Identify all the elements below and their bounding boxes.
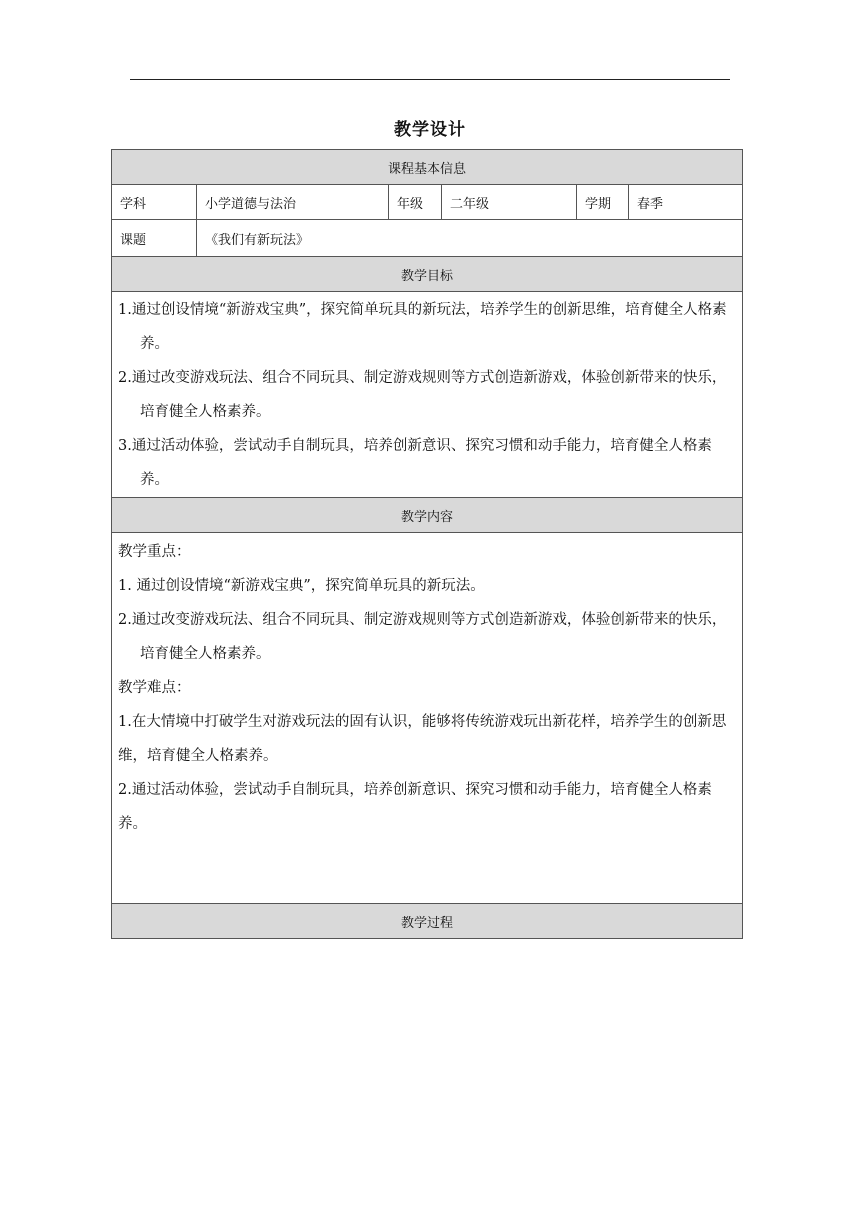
key-point-item: 1. 通过创设情境“新游戏宝典”，探究简单玩具的新玩法。 (118, 578, 485, 594)
topic-row (112, 220, 743, 257)
objectives-body (112, 292, 743, 498)
content-body (112, 533, 743, 904)
process-heading: 教学过程 (112, 904, 743, 939)
difficult-point-item: 2.通过活动体验，尝试动手自制玩具，培养创新意识、探究习惯和动手能力，培育健全人格素养。 (118, 782, 712, 832)
topic-value: 《我们有新玩法》 (197, 220, 743, 257)
objective-item: 1.通过创设情境“新游戏宝典”，探究简单玩具的新玩法，培养学生的创新思维，培育健全人格素养。 (118, 302, 727, 352)
process-header-row (112, 904, 743, 939)
subject-label: 学科 (112, 185, 197, 220)
subject-row (112, 185, 743, 220)
content-header-row (112, 498, 743, 533)
objective-item: 2.通过改变游戏玩法、组合不同玩具、制定游戏规则等方式创造新游戏，体验创新带来的快乐，培育健全人格素养。 (118, 370, 727, 420)
subject-value: 小学道德与法治 (197, 185, 389, 220)
basic-info-heading: 课程基本信息 (112, 150, 743, 185)
content-row (112, 533, 743, 904)
grade-value: 二年级 (442, 185, 577, 220)
term-value: 春季 (629, 185, 743, 220)
difficult-point-item: 1.在大情境中打破学生对游戏玩法的固有认识，能够将传统游戏玩出新花样，培养学生的创新思维，培育健全人格素养。 (118, 714, 727, 764)
key-points-label: 教学重点： (118, 544, 191, 560)
objective-item: 3.通过活动体验，尝试动手自制玩具，培养创新意识、探究习惯和动手能力，培育健全人格素养。 (118, 438, 712, 488)
objectives-header-row (112, 257, 743, 292)
term-label: 学期 (577, 185, 629, 220)
objectives-row (112, 292, 743, 498)
topic-label: 课题 (112, 220, 197, 257)
content-heading: 教学内容 (112, 498, 743, 533)
difficult-points-label: 教学难点： (118, 680, 191, 696)
grade-label: 年级 (389, 185, 442, 220)
lesson-plan-table (111, 149, 743, 939)
document-title: 教学设计 (394, 120, 466, 140)
basic-info-header-row (112, 150, 743, 185)
header-rule (130, 79, 730, 80)
objectives-heading: 教学目标 (112, 257, 743, 292)
key-point-item: 2.通过改变游戏玩法、组合不同玩具、制定游戏规则等方式创造新游戏，体验创新带来的快乐，培育健全人格素养。 (118, 612, 727, 662)
